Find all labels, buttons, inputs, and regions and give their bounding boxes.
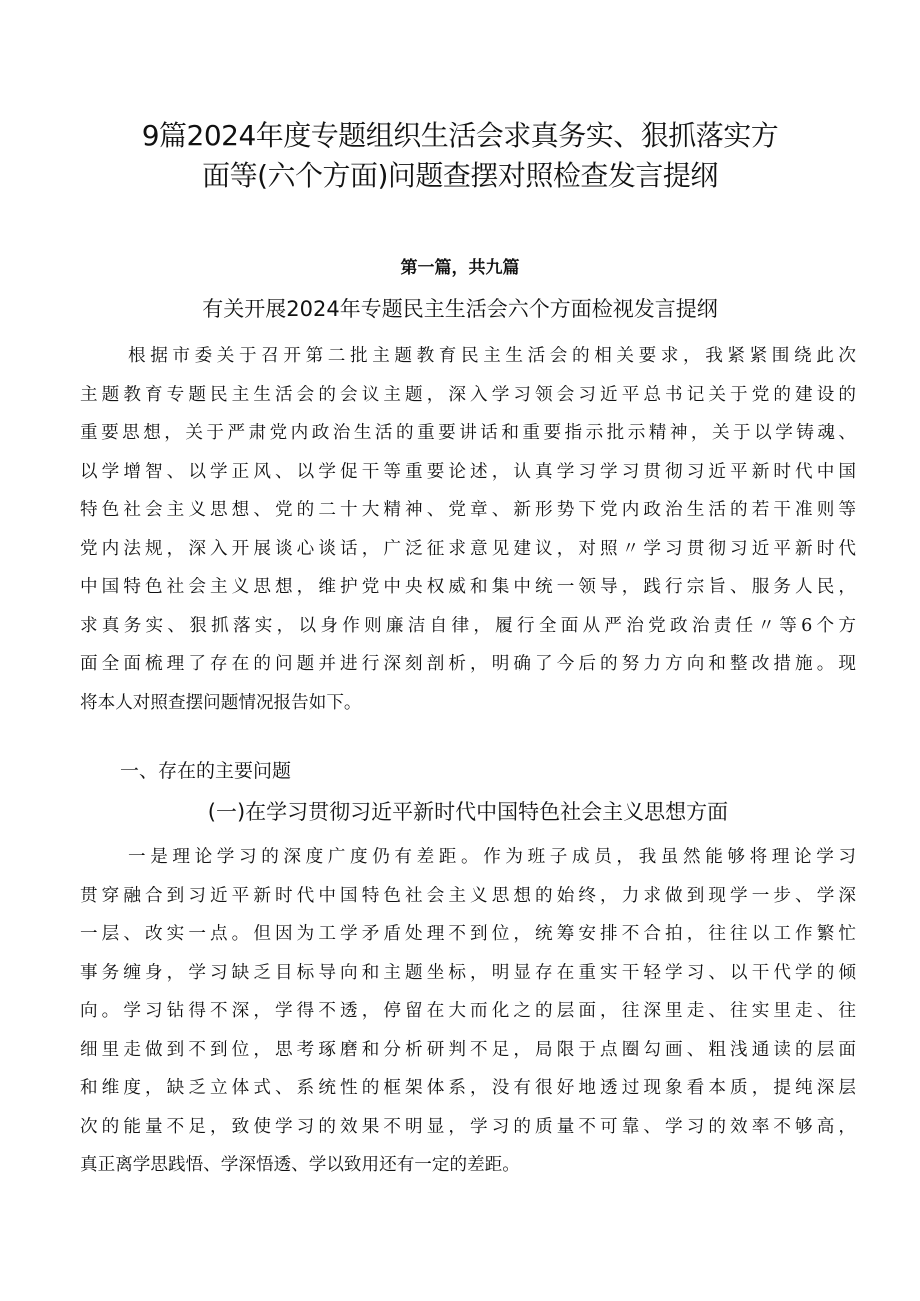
paragraph-line: 根据市委关于召开第二批主题教育民主生活会的相关要求，我紧紧围绕此次	[128, 346, 856, 366]
paragraph-line: 党内法规，深入开展谈心谈话，广泛征求意见建议，对照〃学习贯彻习近平新时代	[80, 538, 856, 559]
paragraph-line: 真正离学思践悟、学深悟透、学以致用还有一定的差距。	[80, 1155, 520, 1175]
paragraph-line: 向。学习钻得不深，学得不透，停留在大而化之的层面，往深里走、往实里走、往	[80, 1001, 856, 1021]
section-title: 有关开展2024年专题民主生活会六个方面检视发言提纲	[202, 297, 718, 321]
paragraph-line: 以学增智、以学正风、以学促干等重要论述，认真学习学习贯彻习近平新时代中国	[80, 461, 856, 482]
heading-level1: 一、存在的主要问题	[120, 760, 292, 782]
paragraph-line: 求真务实、狠抓落实，以身作则廉洁自律，履行全面从严治党政治责任〃等6个方	[80, 615, 856, 636]
part-subtitle: 第一篇，共九篇	[400, 258, 520, 278]
paragraph-line: 主题教育专题民主生活会的会议主题，深入学习领会习近平总书记关于党的建设的	[80, 384, 856, 405]
paragraph-line: 重要思想，关于严肃党内政治生活的重要讲话和重要指示批示精神，关于以学铸魂、	[80, 423, 856, 443]
paragraph-line: 贯穿融合到习近平新时代中国特色社会主义思想的始终，力求做到现学一步、学深	[80, 885, 856, 906]
paragraph-line: 和维度，缺乏立体式、系统性的框架体系，没有很好地透过现象看本质，提纯深层	[80, 1078, 856, 1098]
title-line: 面等(六个方面)问题查摆对照检查发言提纲	[202, 159, 718, 192]
body-paragraph	[80, 838, 856, 1185]
paragraph-line: 次的能量不足，致使学习的效果不明显，学习的质量不可靠、学习的效率不够高，	[80, 1116, 856, 1137]
paragraph-line: 特色社会主义思想、党的二十大精神、党章、新形势下党内政治生活的若干准则等	[80, 500, 856, 520]
paragraph-line: 中国特色社会主义思想，维护党中央权威和集中统一领导，践行宗旨、服务人民，	[80, 577, 856, 597]
paragraph-line: 一是理论学习的深度广度仍有差距。作为班子成员，我虽然能够将理论学习	[128, 847, 856, 867]
intro-paragraph	[80, 337, 856, 722]
paragraph-line: 面全面梳理了存在的问题并进行深刻剖析，明确了今后的努力方向和整改措施。现	[80, 654, 856, 674]
paragraph-line: 将本人对照查摆问题情况报告如下。	[80, 692, 362, 713]
heading-level2: (一)在学习贯彻习近平新时代中国特色社会主义思想方面	[207, 800, 729, 824]
paragraph-line: 细里走做到不到位，思考琢磨和分析研判不足，局限于点圈勾画、粗浅通读的层面	[80, 1039, 856, 1060]
document-title	[80, 116, 840, 196]
title-line: 9篇2024年度专题组织生活会求真务实、狠抓落实方	[141, 119, 779, 152]
paragraph-line: 事务缠身，学习缺乏目标导向和主题坐标，明显存在重实干轻学习、以干代学的倾	[80, 962, 856, 983]
paragraph-line: 一层、改实一点。但因为工学矛盾处理不到位，统筹安排不合拍，往往以工作繁忙	[80, 924, 856, 944]
